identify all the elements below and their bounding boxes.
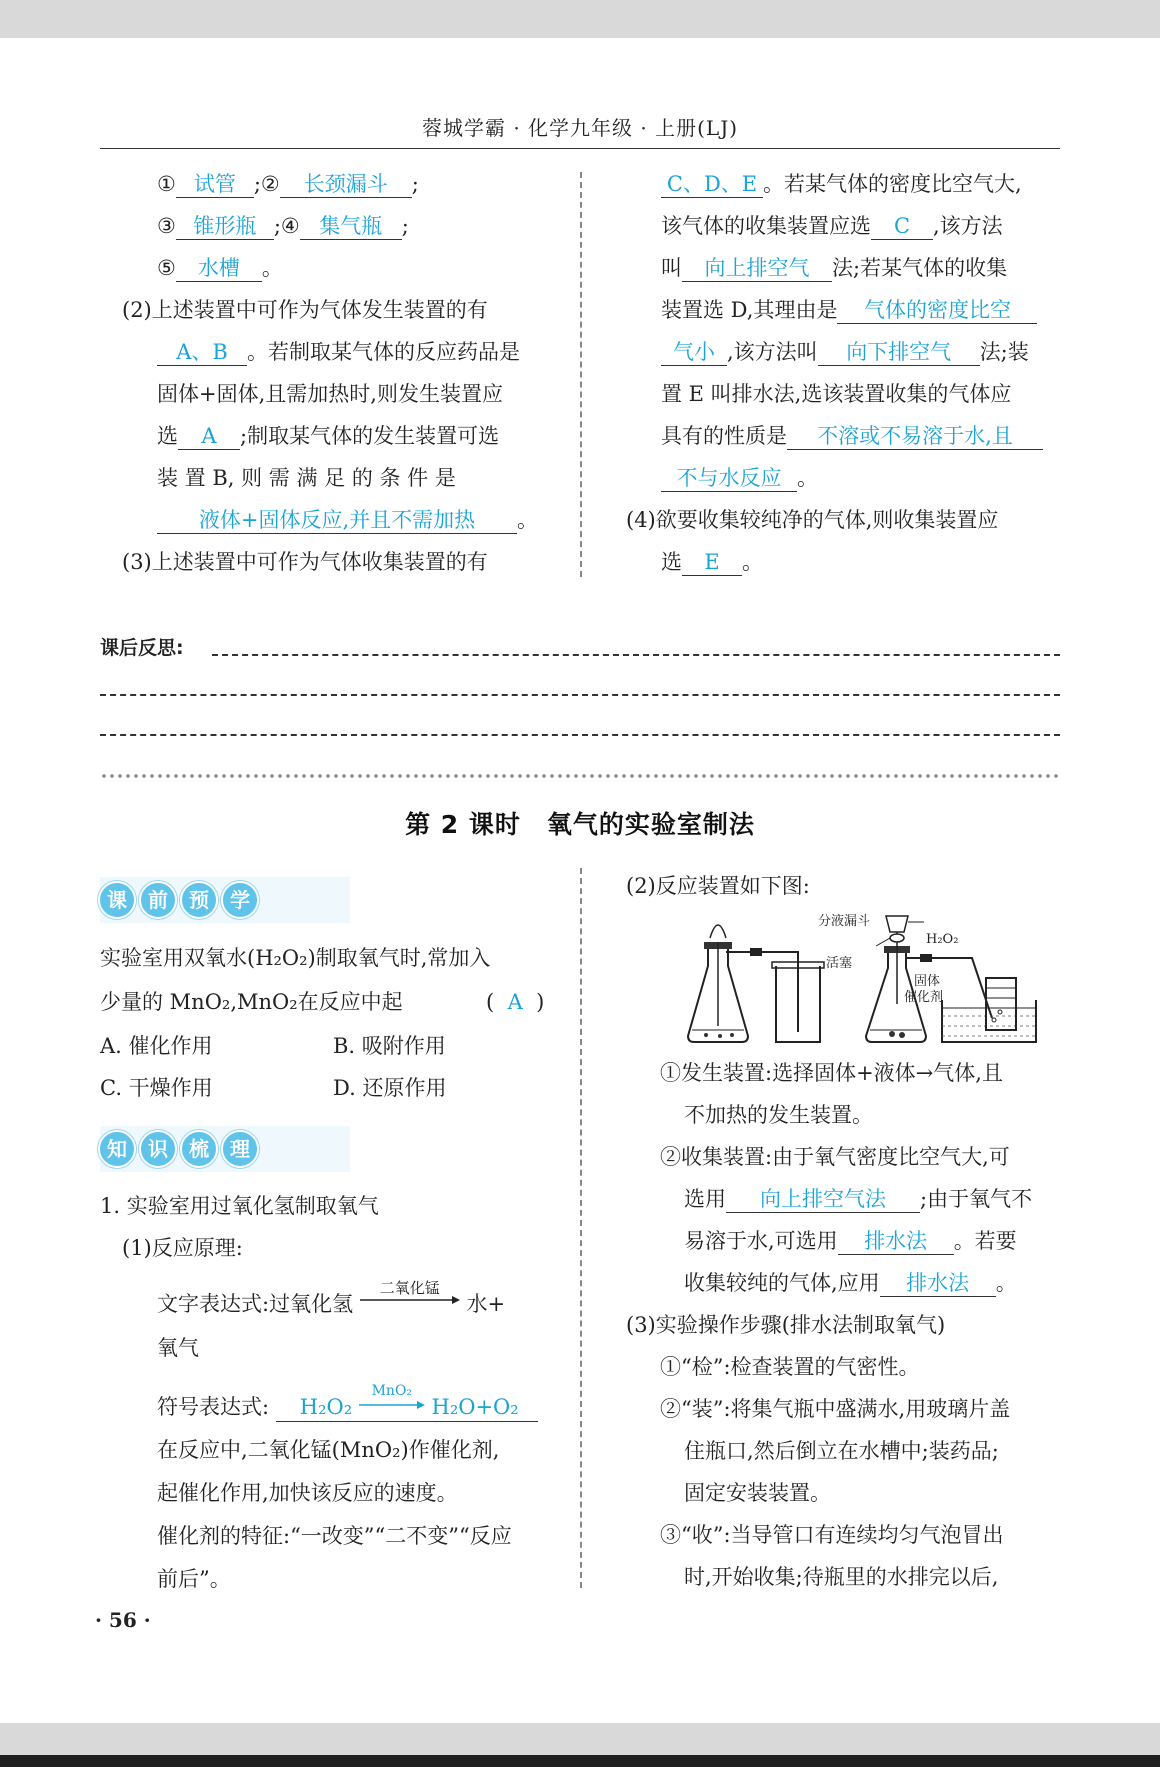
bottom-bar [0,1755,1160,1767]
option-a: A. 催化作用 [100,1034,213,1058]
step-collect-1: ③“收”:当导管口有连续均匀气泡冒出 [660,1523,1004,1547]
knowledge-sub-1: (1)反应原理: [122,1236,243,1260]
reflection-line-1 [212,654,1060,656]
device-line-1: ①发生装置:选择固体+液体→气体,且 [660,1061,1003,1085]
word-equation-line-2: 氧气 [157,1336,199,1360]
label-funnel: 分液漏斗 [818,914,871,929]
q4-line-2: 选 E 。 [661,550,763,574]
label-valve: 活塞 [826,956,853,971]
answer-property-2: 不与水反应 [661,465,797,492]
answer-water-displacement-1: 排水法 [838,1228,954,1255]
page-number: · 56 · [95,1608,151,1632]
answer-downward-air: 向下排空气 [818,339,980,366]
instrument-line-1: ① 试管 ;② 长颈漏斗 ; [157,172,419,196]
q2-line-2: A、B 。若制取某气体的反应药品是 [157,338,520,366]
answer-collector-e: E [682,549,742,576]
tr-line-6: 置 E 叫排水法,选该装置收集的气体应 [661,382,1012,406]
q2-line-6: 液体+固体反应,并且不需加热 。 [157,506,538,534]
answer-long-neck-funnel: 长颈漏斗 [280,171,412,198]
option-b: B. 吸附作用 [333,1034,446,1058]
catalyst-paragraph-4: 前后”。 [157,1567,231,1591]
section-divider [100,772,1060,780]
lesson-title: 第 2 课时 氧气的实验室制法 [405,810,755,839]
collect-line-4: 收集较纯的气体,应用 排水法 。 [684,1271,1017,1295]
tr-line-3: 叫 向上排空气 法;若某气体的收集 [661,256,1008,280]
answer-reason-d-1: 气体的密度比空 [837,297,1037,324]
answer-test-tube: 试管 [176,171,254,198]
option-c: C. 干燥作用 [100,1076,213,1100]
badge-knowledge: 知 识 梳 理 [98,1130,259,1168]
answer-collectors: C、D、E [661,171,763,198]
tr-line-1: C、D、E 。若某气体的密度比空气大, [661,170,1022,198]
catalyst-paragraph-2: 起催化作用,加快该反应的速度。 [157,1481,458,1505]
q4-line-1: (4)欲要收集较纯净的气体,则收集装置应 [626,508,999,532]
word-equation-arrow: 二氧化锰 [360,1290,460,1318]
reflection-label: 课后反思: [100,637,184,659]
reflection-line-3 [100,734,1060,736]
answer-conical-flask: 锥形瓶 [176,213,274,240]
step-load-2: 住瓶口,然后倒立在水槽中;装药品; [684,1439,999,1463]
knowledge-heading-1: 1. 实验室用过氧化氢制取氧气 [100,1194,379,1218]
answer-condition-b: 液体+固体反应,并且不需加热 [157,507,517,534]
collect-line-1: ②收集装置:由于氧气密度比空气大,可 [660,1145,1010,1169]
collect-line-2: 选用 向上排空气法 ;由于氧气不 [684,1187,1033,1211]
label-catalyst: 催化剂 [904,990,944,1005]
step-collect-2: 时,开始收集;待瓶里的水排完以后, [684,1565,999,1589]
label-solid: 固体 [914,974,941,989]
column-divider-bottom [580,868,582,1588]
answer-generator-a: A [178,423,240,450]
q2-line-1: (2)上述装置中可作为气体发生装置的有 [122,298,488,322]
answer-collector-c: C [871,213,933,240]
preview-question-line-2: 少量的 MnO₂,MnO₂在反应中起 [100,990,403,1014]
answer-property-1: 不溶或不易溶于水,且 [787,423,1043,450]
preview-question-line-1: 实验室用双氧水(H₂O₂)制取氧气时,常加入 [100,946,491,970]
preview-answer: A [507,990,523,1014]
tr-line-2: 该气体的收集装置应选 C ,该方法 [661,214,1003,238]
answer-reason-d-2: 气小 [661,339,727,366]
option-d: D. 还原作用 [333,1076,447,1100]
apparatus-figure [680,908,1040,1048]
preview-answer-paren: ( A ) [486,990,545,1014]
step-load-3: 固定安装装置。 [684,1481,831,1505]
label-h2o2: H₂O₂ [926,932,959,947]
device-heading: (2)反应装置如下图: [626,874,810,898]
running-header: 蓉城学霸 · 化学九年级 · 上册(LJ) [421,116,739,140]
num-1: ① [157,172,176,196]
badge-preview: 课 前 预 学 [98,881,259,919]
q2-line-5: 装 置 B, 则 需 满 足 的 条 件 是 [157,466,456,490]
word-equation: 文字表达式:过氧化氢 二氧化锰 水+ [157,1279,506,1316]
answer-generators: A、B [157,339,247,366]
symbol-equation-answer: H₂O₂ MnO₂ H₂O+O₂ [276,1393,538,1422]
steps-heading: (3)实验操作步骤(排水法制取氧气) [626,1313,946,1337]
step-load-1: ②“装”:将集气瓶中盛满水,用玻璃片盖 [660,1397,1011,1421]
reflection-line-2 [100,694,1060,696]
answer-sink: 水槽 [176,255,262,282]
step-check: ①“检”:检查装置的气密性。 [660,1355,920,1379]
q2-line-4: 选 A ;制取某气体的发生装置可选 [157,424,500,448]
catalyst-paragraph-1: 在反应中,二氧化锰(MnO₂)作催化剂, [157,1438,500,1462]
answer-upward-air-method: 向上排空气法 [726,1186,920,1213]
device-line-2: 不加热的发生装置。 [684,1103,873,1127]
instrument-line-3: ⑤ 水槽 。 [157,256,283,280]
answer-water-displacement-2: 排水法 [880,1270,996,1297]
answer-gas-jar: 集气瓶 [300,213,402,240]
q2-line-3: 固体+固体,且需加热时,则发生装置应 [157,382,503,406]
symbol-equation: 符号表达式: H₂O₂ MnO₂ H₂O+O₂ [157,1393,538,1422]
column-divider-top [580,172,582,577]
q3-line-1: (3)上述装置中可作为气体收集装置的有 [122,550,488,574]
instrument-line-2: ③ 锥形瓶 ;④ 集气瓶 ; [157,214,409,238]
tr-line-5: 气小 ,该方法叫 向下排空气 法;装 [661,338,1029,366]
tr-line-7: 具有的性质是 不溶或不易溶于水,且 [661,422,1043,450]
tr-line-4: 装置选 D,其理由是 气体的密度比空 [661,296,1037,324]
tr-line-8: 不与水反应 。 [661,464,818,492]
catalyst-paragraph-3: 催化剂的特征:“一改变”“二不变”“反应 [157,1524,512,1548]
answer-upward-air: 向上排空气 [682,255,832,282]
header-rule [100,148,1060,149]
collect-line-3: 易溶于水,可选用 排水法 。若要 [684,1229,1017,1253]
